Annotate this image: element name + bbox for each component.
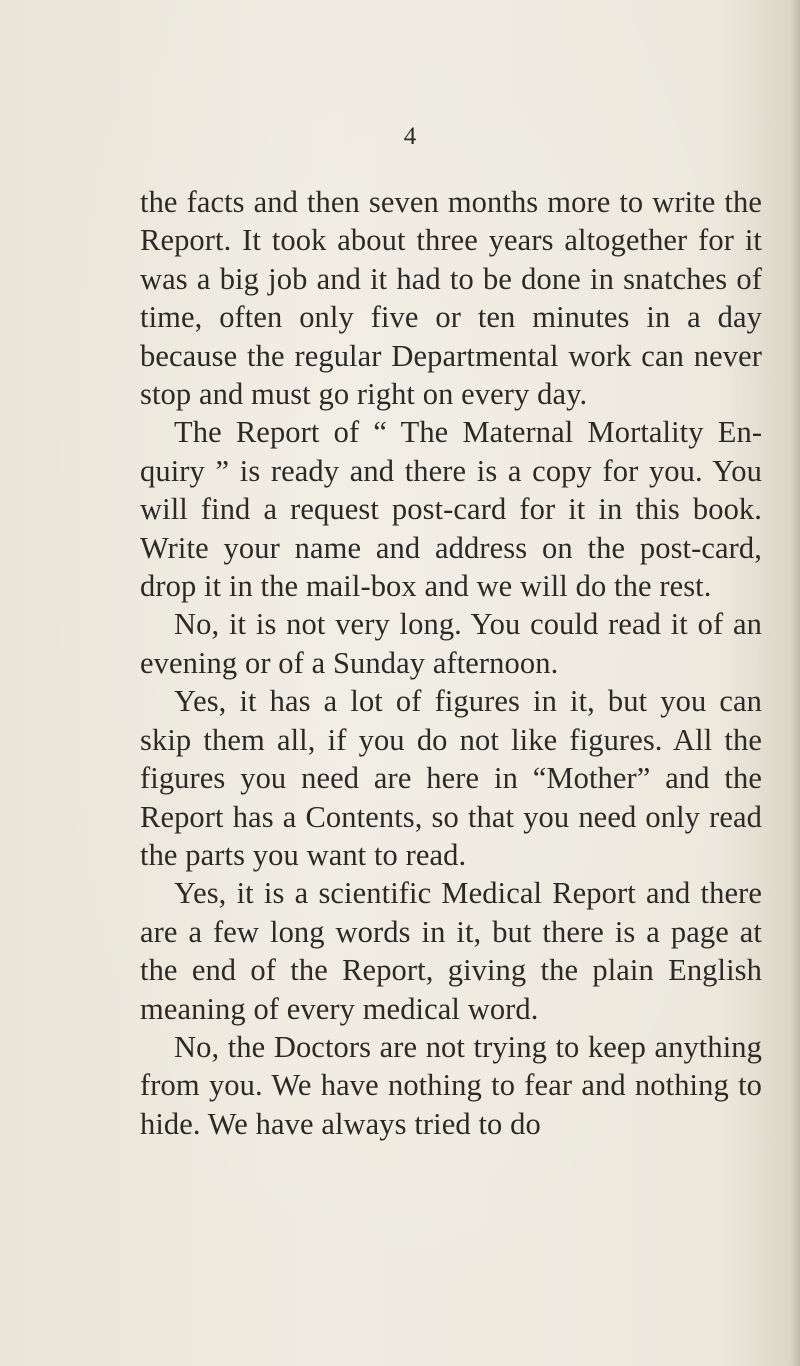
paragraph-4: Yes, it has a lot of figures in it, but you can skip them all, if you do not like figures. All the figures you need are here in “Mother” and the Report has a Contents, so that you need only read the parts you want to read.	[140, 684, 762, 872]
paragraph-1: the facts and then seven months more to write the Report. It took about three years altogether for it was a big job and it had to be done in snatches of time, often only five or ten minutes in a day because the regular Departmental work can never stop and must go right on every day.	[140, 185, 762, 412]
paragraph-3: No, it is not very long. You could read it of an evening or of a Sunday afternoon.	[140, 607, 762, 680]
paragraph-2: The Report of “ The Maternal Mortality Enquiry ” is ready and there is a copy for you. You will find a request post-card for it in this book. Write your name and address on the post-card, drop it in the mail-box and we will do the rest.	[140, 415, 762, 604]
page-number: 4	[403, 123, 417, 150]
body-text	[140, 183, 762, 1143]
paragraph-5: Yes, it is a scientific Medical Report and there are a few long words in it, but there is a page at the end of the Report, giving the plain English meaning of every medical word.	[140, 876, 762, 1026]
page-edge-shadow	[790, 0, 800, 1366]
paragraph-6: No, the Doctors are not trying to keep anything from you. We have nothing to fear and nothing to hide. We have always tried to do	[140, 1029, 762, 1141]
